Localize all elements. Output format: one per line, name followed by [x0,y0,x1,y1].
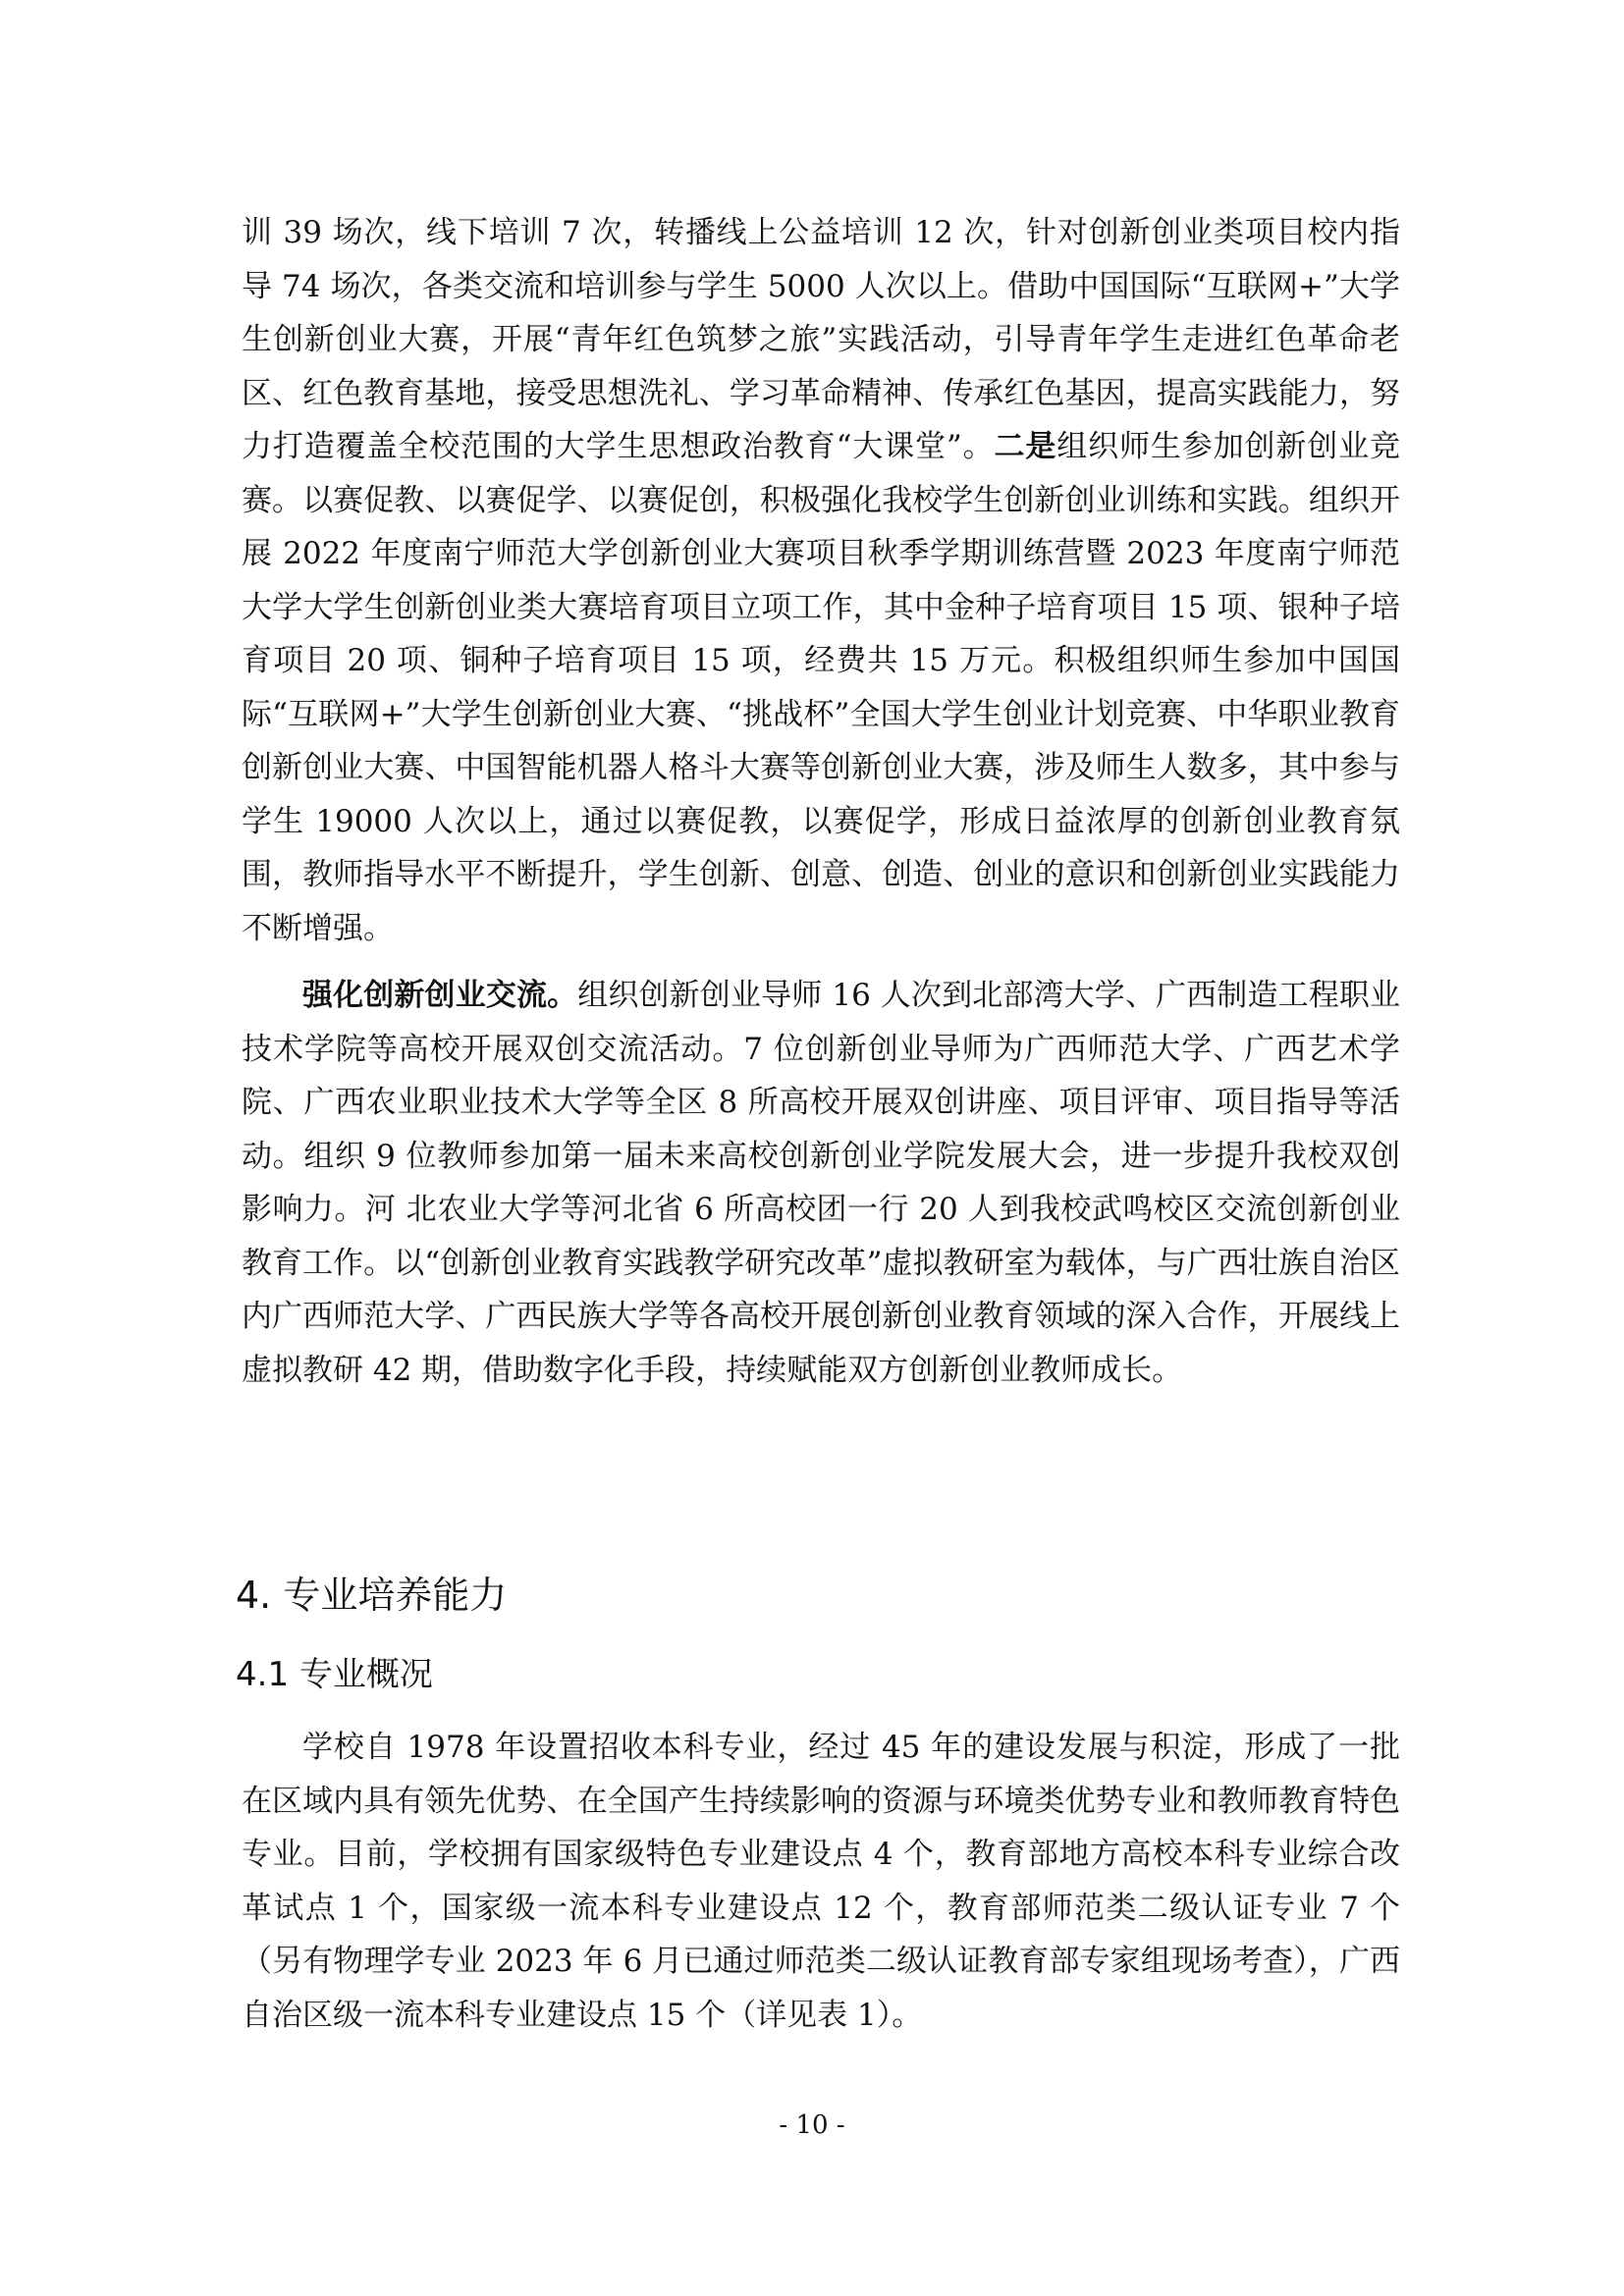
bold-lead-phrase: 强化创新创业交流。 [302,978,578,1013]
paragraph-major-overview [242,1721,1400,2042]
page-number: - 10 - [779,2110,845,2140]
paragraph-text: 组织师生参加创新创业竞赛。以赛促教、以赛促学、以赛促创，积极强化我校学生创新创业训练和实践。组织开展 2022 年度南宁师范大学创新创业大赛项目秋季学期训练营暨 2023 年度南宁师范大学大学生创新创业类大赛培育项目立项工作，其中金种子培育项目 15 项、银种子培育项目 20 项、铜种子培育项目 15 项，经费共 15 万元。积极组织师生参加中国国际“互联网+”大学生创新创业大赛、“挑战杯”全国大学生创业计划竞赛、中华职业教育创新创业大赛、中国智能机器人格斗大赛等创新创业大赛，涉及师生人数多，其中参与学生 19000 人次以上，通过以赛促教，以赛促学，形成日益浓厚的创新创业教育氛围，教师指导水平不断提升，学生创新、创意、创造、创业的意识和创新创业实践能力不断增强。 [242,429,1401,946]
paragraph-text: 训 39 场次，线下培训 7 次，转播线上公益培训 12 次，针对创新创业类项目校内指导 74 场次，各类交流和培训参与学生 5000 人次以上。借助中国国际“互联网+”大学生创新创业大赛，开展“青年红色筑梦之旅”实践活动，引导青年学生走进红色革命老区、红色教育基地，接受思想洗礼、学习革命精神、传承红色基因，提高实践能力，努力打造覆盖全校范围的大学生思想政治教育“大课堂”。 [242,215,1400,464]
bold-lead-phrase: 二是 [994,429,1057,464]
section-heading: 4. 专业培养能力 [236,1574,508,1617]
paragraph-innovation-training [242,206,1400,955]
paragraph-text: 组织创新创业导师 16 人次到北部湾大学、广西制造工程职业技术学院等高校开展双创交流活动。7 位创新创业导师为广西师范大学、广西艺术学院、广西农业职业技术大学等全区 8 所高校开展双创讲座、项目评审、项目指导等活动。组织 9 位教师参加第一届未来高校创新创业学院发展大会，进一步提升我校双创影响力。河 北农业大学等河北省 6 所高校团一行 20 人到我校武鸣校区交流创新创业教育工作。以“创新创业教育实践教学研究改革”虚拟教研室为载体，与广西壮族自治区内广西师范大学、广西民族大学等各高校开展创新创业教育领域的深入合作，开展线上虚拟教研 42 期，借助数字化手段，持续赋能双方创新创业教师成长。 [242,978,1400,1388]
paragraph-innovation-exchange [242,969,1400,1397]
subsection-heading: 4.1 专业概况 [236,1655,433,1694]
paragraph-text: 学校自 1978 年设置招收本科专业，经过 45 年的建设发展与积淀，形成了一批在区域内具有领先优势、在全国产生持续影响的资源与环境类优势专业和教师教育特色专业。目前，学校拥有国家级特色专业建设点 4 个，教育部地方高校本科专业综合改革试点 1 个，国家级一流本科专业建设点 12 个，教育部师范类二级认证专业 7 个（另有物理学专业 2023 年 6 月已通过师范类二级认证教育部专家组现场考查），广西自治区级一流本科专业建设点 15 个（详见表 1）。 [242,1730,1400,2033]
